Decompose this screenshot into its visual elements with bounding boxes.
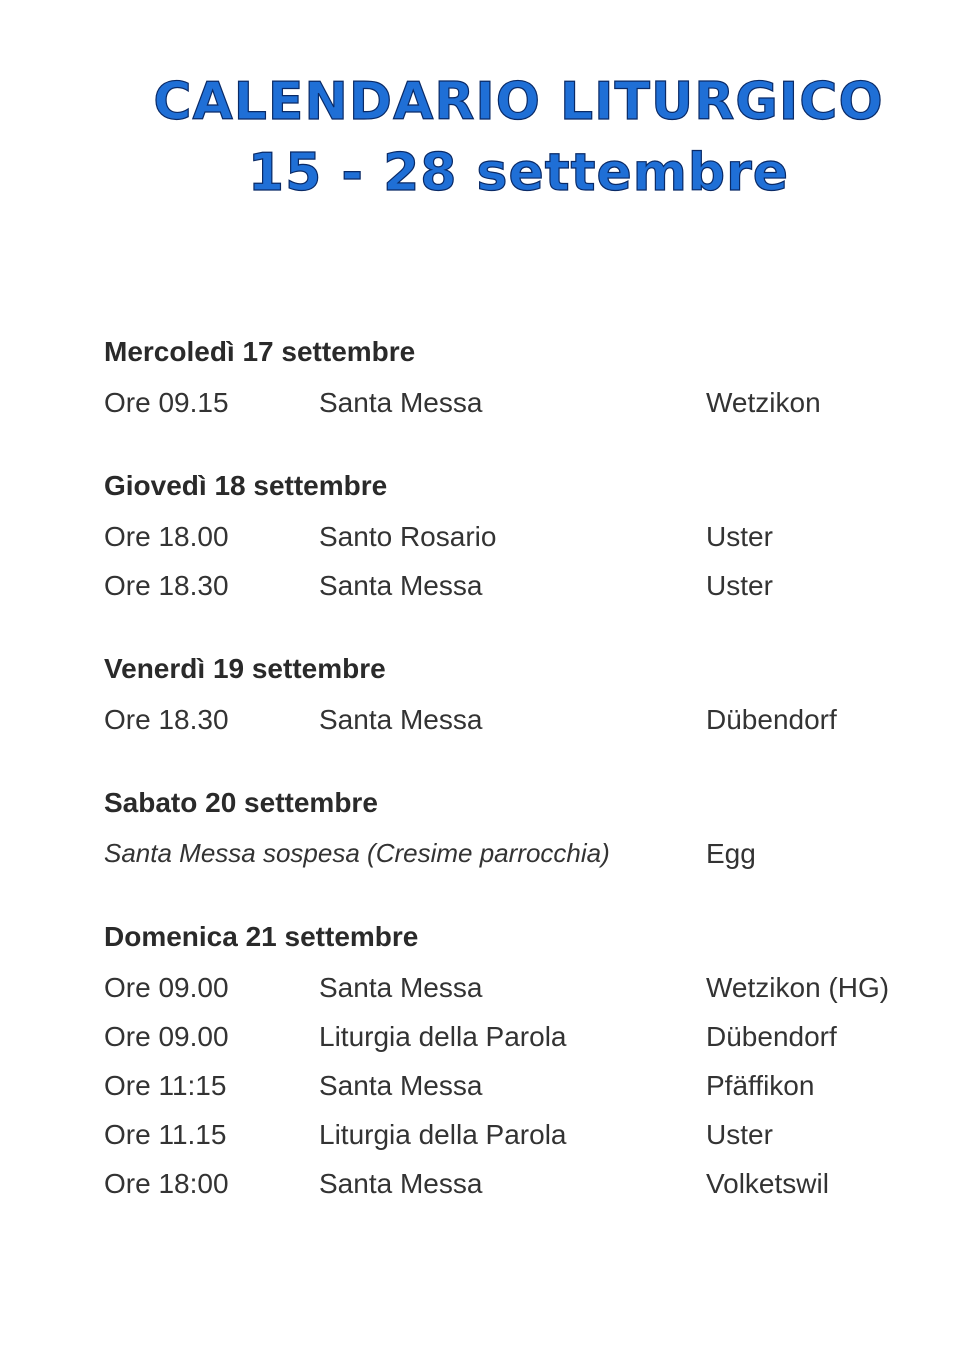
event-time: Ore 09.00	[104, 1021, 229, 1052]
event-row	[104, 695, 924, 744]
event-row	[104, 829, 924, 878]
day-section	[104, 330, 924, 427]
event-place: Pfäffikon	[706, 1070, 815, 1101]
page-subtitle-date-range: 15 - 28 settembre	[247, 143, 790, 203]
event-title: Liturgia della Parola	[319, 1119, 567, 1150]
day-section	[104, 781, 924, 878]
event-row	[104, 1159, 924, 1208]
event-time: Ore 18.30	[104, 704, 229, 735]
event-title: Santa Messa	[319, 972, 483, 1003]
event-title: Santa Messa	[319, 1070, 483, 1101]
event-title: Santa Messa	[319, 1168, 483, 1199]
event-title: Liturgia della Parola	[319, 1021, 567, 1052]
event-title: Santa Messa	[319, 387, 483, 418]
event-row	[104, 561, 924, 610]
event-row	[104, 512, 924, 561]
event-place: Wetzikon	[706, 387, 821, 418]
event-place: Volketswil	[706, 1168, 829, 1199]
event-place: Dübendorf	[706, 1021, 837, 1052]
event-title: Santo Rosario	[319, 521, 497, 552]
event-time: Ore 11.15	[104, 1119, 227, 1150]
event-row	[104, 1110, 924, 1159]
event-row	[104, 1012, 924, 1061]
event-row	[104, 378, 924, 427]
event-row	[104, 1061, 924, 1110]
event-title: Santa Messa	[319, 704, 483, 735]
schedule	[104, 330, 924, 1245]
day-section	[104, 464, 924, 610]
event-place: Uster	[706, 1119, 773, 1150]
event-time: Ore 18:00	[104, 1168, 229, 1199]
day-section	[104, 915, 924, 1208]
day-heading: Domenica 21 settembre	[104, 921, 419, 952]
day-heading: Venerdì 19 settembre	[104, 653, 386, 684]
event-row	[104, 963, 924, 1012]
event-time: Ore 18.00	[104, 521, 229, 552]
event-place: Dübendorf	[706, 704, 837, 735]
event-place: Uster	[706, 570, 773, 601]
day-heading: Mercoledì 17 settembre	[104, 336, 416, 367]
day-heading: Sabato 20 settembre	[104, 787, 378, 818]
event-time: Ore 09.15	[104, 387, 229, 418]
day-section	[104, 647, 924, 744]
event-time: Ore 09.00	[104, 972, 229, 1003]
event-place: Wetzikon (HG)	[706, 972, 890, 1003]
event-note: Santa Messa sospesa (Cresime parrocchia)	[104, 838, 610, 868]
event-place: Uster	[706, 521, 773, 552]
day-heading: Giovedì 18 settembre	[104, 470, 388, 501]
event-time: Ore 11:15	[104, 1070, 227, 1101]
event-title: Santa Messa	[319, 570, 483, 601]
page-title: CALENDARIO LITURGICO	[153, 72, 884, 132]
event-time: Ore 18.30	[104, 570, 229, 601]
event-place: Egg	[706, 838, 756, 869]
